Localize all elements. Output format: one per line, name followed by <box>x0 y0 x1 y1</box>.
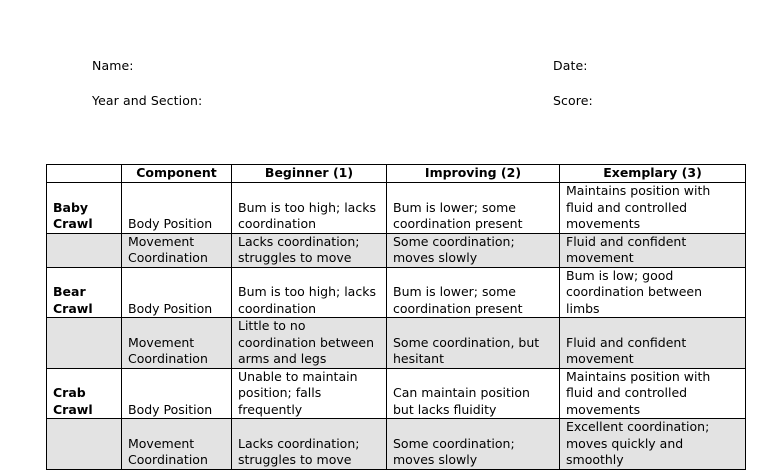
beginner-cell: Lacks coordination; struggles to move <box>232 419 387 470</box>
beginner-cell: Bum is too high; lacks coordination <box>232 183 387 234</box>
improving-cell: Can maintain position but lacks fluidity <box>387 368 560 419</box>
column-header-exemplary: Exemplary (3) <box>560 165 746 183</box>
table-row <box>47 419 746 470</box>
beginner-cell: Little to no coordination between arms and legs <box>232 318 387 369</box>
column-header-component: Component <box>122 165 232 183</box>
table-row <box>47 267 746 318</box>
exemplary-cell: Fluid and confident movement <box>560 318 746 369</box>
column-header-improving: Improving (2) <box>387 165 560 183</box>
table-row <box>47 183 746 234</box>
rubric-table <box>46 164 746 470</box>
component-cell: Body Position <box>122 368 232 419</box>
improving-cell: Some coordination; moves slowly <box>387 233 560 267</box>
activity-label: Bear Crawl <box>47 267 122 318</box>
activity-label <box>47 318 122 369</box>
improving-cell: Bum is lower; some coordination present <box>387 183 560 234</box>
activity-label <box>47 419 122 470</box>
component-cell: Movement Coordination <box>122 419 232 470</box>
component-cell: Movement Coordination <box>122 233 232 267</box>
table-row <box>47 368 746 419</box>
component-cell: Body Position <box>122 267 232 318</box>
column-header-beginner: Beginner (1) <box>232 165 387 183</box>
year-section-label: Year and Section: <box>92 93 203 108</box>
exemplary-cell: Excellent coordination; moves quickly and smoothly <box>560 419 746 470</box>
exemplary-cell: Maintains position with fluid and controlled movements <box>560 183 746 234</box>
table-row <box>47 233 746 267</box>
beginner-cell: Lacks coordination; struggles to move <box>232 233 387 267</box>
activity-label <box>47 233 122 267</box>
activity-label: Crab Crawl <box>47 368 122 419</box>
table-row <box>47 318 746 369</box>
exemplary-cell: Bum is low; good coordination between limbs <box>560 267 746 318</box>
column-header-activity <box>47 165 122 183</box>
exemplary-cell: Fluid and confident movement <box>560 233 746 267</box>
beginner-cell: Unable to maintain position; falls frequently <box>232 368 387 419</box>
component-cell: Movement Coordination <box>122 318 232 369</box>
improving-cell: Some coordination; moves slowly <box>387 419 560 470</box>
table-header-row <box>47 165 746 183</box>
score-label: Score: <box>553 93 593 108</box>
activity-label: Baby Crawl <box>47 183 122 234</box>
beginner-cell: Bum is too high; lacks coordination <box>232 267 387 318</box>
component-cell: Body Position <box>122 183 232 234</box>
date-label: Date: <box>553 58 588 73</box>
exemplary-cell: Maintains position with fluid and controlled movements <box>560 368 746 419</box>
improving-cell: Some coordination, but hesitant <box>387 318 560 369</box>
name-label: Name: <box>92 58 134 73</box>
improving-cell: Bum is lower; some coordination present <box>387 267 560 318</box>
